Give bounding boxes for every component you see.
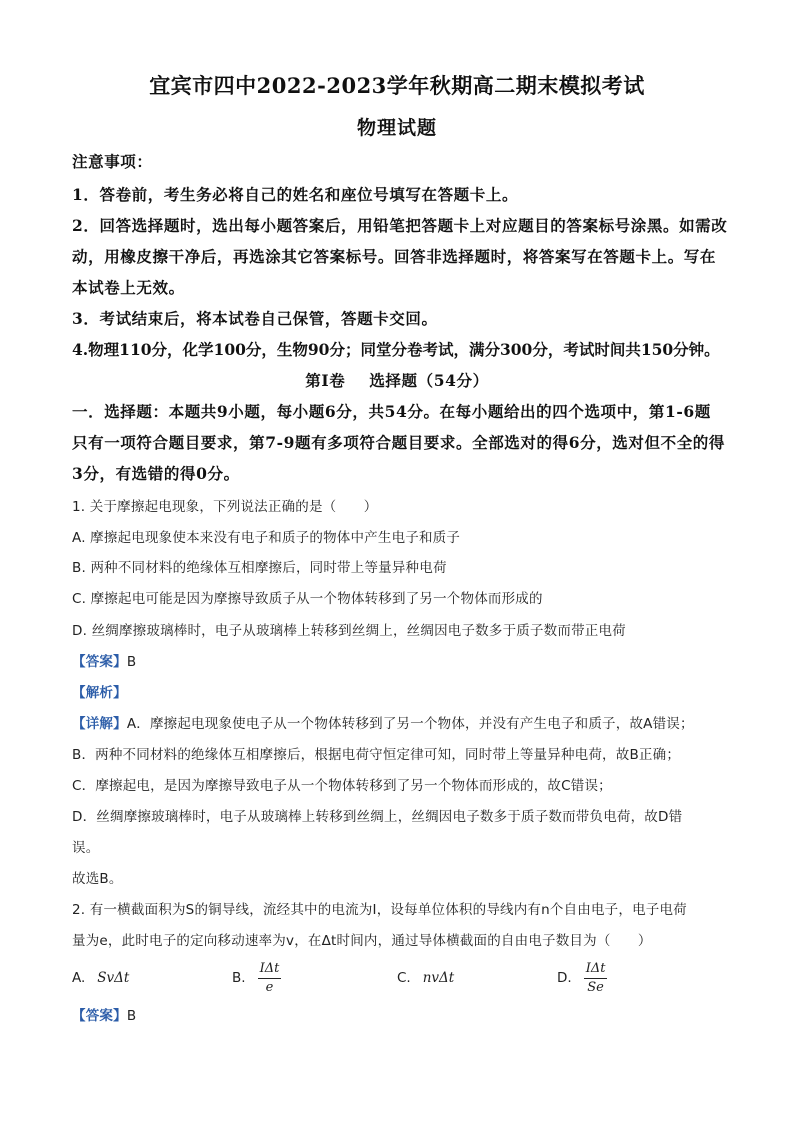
q1-stem: 1. 关于摩擦起电现象，下列说法正确的是（ ）: [72, 499, 378, 515]
answer-value: B: [126, 654, 137, 670]
notice-item-1: 1．答卷前，考生务必将自己的姓名和座位号填写在答题卡上。: [72, 185, 519, 204]
answer-value: B: [126, 1008, 137, 1024]
section-instruction-line-2: 只有一项符合题目要求，第7-9题有多项符合题目要求。全部选对的得6分，选对但不全的得: [72, 433, 725, 452]
fraction-numerator: IΔt: [258, 961, 282, 979]
detail-tag: 【详解】: [72, 716, 127, 732]
q1-detail-c: C．摩擦起电，是因为摩擦导致电子从一个物体转移到了另一个物体而形成的，故C错误；: [72, 778, 612, 794]
q1-detail-a: [72, 712, 732, 732]
section-instruction-line-3: 3分，有选错的得0分。: [72, 464, 240, 483]
q2-stem-line-1: 2. 有一横截面积为S的铜导线，流经其中的电流为I，设每单位体积的导线内有n个自由电子，电子电荷: [72, 902, 687, 918]
q2-option-d: [557, 958, 607, 998]
fraction-denominator: e: [265, 979, 274, 995]
notice-heading: 注意事项：: [72, 152, 153, 171]
option-label: B.: [232, 970, 246, 986]
q1-conclusion: 故选B。: [72, 871, 123, 887]
exam-subtitle: 物理试题: [356, 117, 437, 139]
notice-item-2-line-2: 动，用橡皮擦干净后，再选涂其它答案标号。回答非选择题时，将答案写在答题卡上。写在: [72, 247, 717, 266]
option-label: D.: [557, 970, 572, 986]
fraction-denominator: Se: [587, 979, 604, 995]
q2-option-c: [397, 958, 454, 998]
option-formula: SvΔt: [97, 970, 130, 986]
option-formula: nvΔt: [422, 970, 455, 986]
section-instruction-line-1: 一．选择题：本题共9小题，每小题6分，共54分。在每小题给出的四个选项中，第1-6题: [72, 402, 711, 421]
q1-option-a: A. 摩擦起电现象使本来没有电子和质子的物体中产生电子和质子: [72, 530, 461, 546]
analysis-tag: 【解析】: [72, 685, 127, 701]
q1-detail-d-line-2: 误。: [72, 840, 100, 856]
exam-title: 宜宾市四中2022-2023学年秋期高二期末模拟考试: [149, 73, 645, 98]
answer-tag: 【答案】: [72, 1008, 127, 1024]
q1-answer: [72, 650, 732, 670]
fraction-numerator: IΔt: [584, 961, 608, 979]
q1-detail-d-line-1: D．丝绸摩擦玻璃棒时，电子从玻璃棒上转移到丝绸上，丝绸因电子数多于质子数而带负电荷，故D错: [72, 809, 683, 825]
q2-option-a: [72, 958, 129, 998]
q1-analysis: [72, 681, 732, 701]
q1-option-c: C. 摩擦起电可能是因为摩擦导致质子从一个物体转移到了另一个物体而形成的: [72, 591, 543, 607]
option-fraction: [258, 961, 282, 996]
notice-item-4: 4.物理110分，化学100分，生物90分；同堂分卷考试，满分300分，考试时间共150分钟。: [72, 340, 720, 359]
section-title: 第Ⅰ卷 选择题（54分）: [305, 371, 489, 390]
notice-item-2-line-3: 本试卷上无效。: [72, 278, 185, 297]
q1-option-b: B. 两种不同材料的绝缘体互相摩擦后，同时带上等量异种电荷: [72, 560, 447, 576]
option-label: C.: [397, 970, 411, 986]
option-fraction: [584, 961, 608, 996]
answer-tag: 【答案】: [72, 654, 127, 670]
q2-answer: [72, 1004, 732, 1024]
detail-text-a: A．摩擦起电现象使电子从一个物体转移到了另一个物体，并没有产生电子和质子，故A错误；: [126, 716, 694, 732]
notice-item-3: 3．考试结束后，将本试卷自己保管，答题卡交回。: [72, 309, 438, 328]
option-label: A.: [72, 970, 86, 986]
q1-option-d: D. 丝绸摩擦玻璃棒时，电子从玻璃棒上转移到丝绸上，丝绸因电子数多于质子数而带正电荷: [72, 623, 626, 639]
notice-item-2-line-1: 2．回答选择题时，选出每小题答案后，用铅笔把答题卡上对应题目的答案标号涂黑。如需改: [72, 216, 728, 235]
q2-stem-line-2: 量为e，此时电子的定向移动速率为v，在Δt时间内，通过导体横截面的自由电子数目为（ ）: [72, 933, 652, 949]
q2-option-b: [232, 958, 281, 998]
q1-detail-b: B．两种不同材料的绝缘体互相摩擦后，根据电荷守恒定律可知，同时带上等量异种电荷，故B正确；: [72, 747, 681, 763]
